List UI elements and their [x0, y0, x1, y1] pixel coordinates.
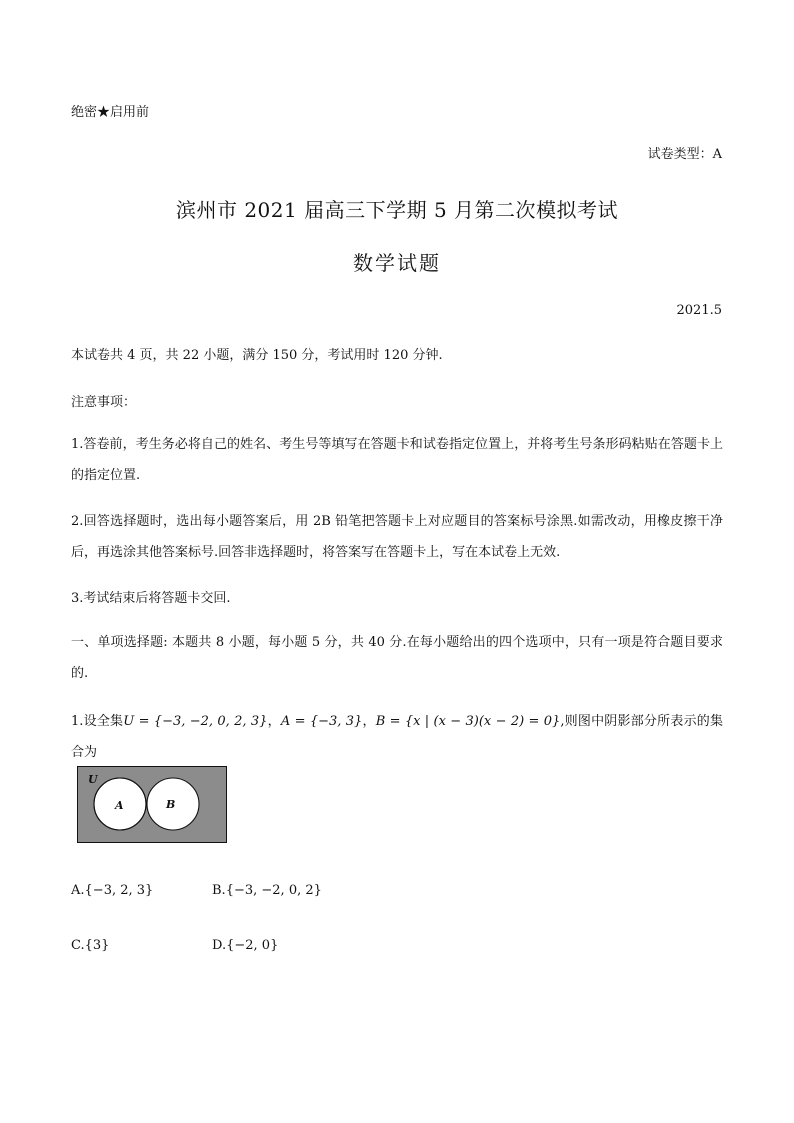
note-item-2: 2.回答选择题时，选出每小题答案后，用 2B 铅笔把答题卡上对应题目的答案标号涂黑.如需改动，用橡皮擦干净后，再选涂其他答案标号.回答非选择题时，将答案写在答题卡上，写在本试卷上无效.	[71, 514, 723, 560]
set-b-expression: B = {x | (x − 3)(x − 2) = 0}	[375, 714, 561, 729]
option-value: {−3, 2, 3}	[84, 883, 154, 898]
venn-diagram	[77, 766, 227, 843]
exam-date: 2021.5	[676, 303, 722, 318]
option-value: {−3, −2, 0, 2}	[225, 883, 322, 898]
option-value: {−2, 0}	[226, 938, 279, 953]
question-suffix: ,则图中阴影部分所表示的集合为	[71, 714, 723, 760]
intro-text: 本试卷共 4 页，共 22 小题，满分 150 分，考试用时 120 分钟.	[71, 348, 443, 363]
option-letter: A.	[71, 883, 85, 898]
paper-type: 试卷类型：A	[647, 147, 722, 162]
separator: ，	[267, 714, 281, 729]
set-a-expression: A = {−3, 3}	[280, 714, 363, 729]
option-value: {3}	[84, 938, 110, 953]
label-u: U	[88, 773, 98, 786]
option-d[interactable]	[212, 937, 278, 955]
option-letter: C.	[71, 938, 85, 953]
option-a[interactable]	[71, 882, 153, 900]
option-c[interactable]	[71, 937, 109, 955]
separator: ，	[362, 714, 376, 729]
set-u-expression: U = {−3, −2, 0, 2, 3}	[123, 714, 268, 729]
question-prefix: 1.设全集	[71, 714, 124, 729]
option-letter: D.	[212, 938, 227, 953]
section-heading: 一、单项选择题: 本题共 8 小题，每小题 5 分，共 40 分.在每小题给出的四个选项中，只有一项是符合题目要求的.	[71, 635, 723, 681]
label-b: B	[166, 798, 176, 811]
exam-title: 滨州市 2021 届高三下学期 5 月第二次模拟考试	[175, 198, 619, 222]
option-letter: B.	[212, 883, 226, 898]
notes-heading: 注意事项：	[71, 395, 137, 410]
question-1-stem	[71, 706, 723, 768]
option-b[interactable]	[212, 882, 322, 900]
note-item-3: 3.考试结束后将答题卡交回.	[71, 591, 231, 606]
label-a: A	[115, 799, 124, 812]
confidential-mark: 绝密★启用前	[71, 105, 150, 120]
subject-title: 数学试题	[353, 251, 441, 275]
note-item-1: 1.答卷前，考生务必将自己的姓名、考生号等填写在答题卡和试卷指定位置上，并将考生号条形码粘贴在答题卡上的指定位置.	[71, 437, 723, 483]
